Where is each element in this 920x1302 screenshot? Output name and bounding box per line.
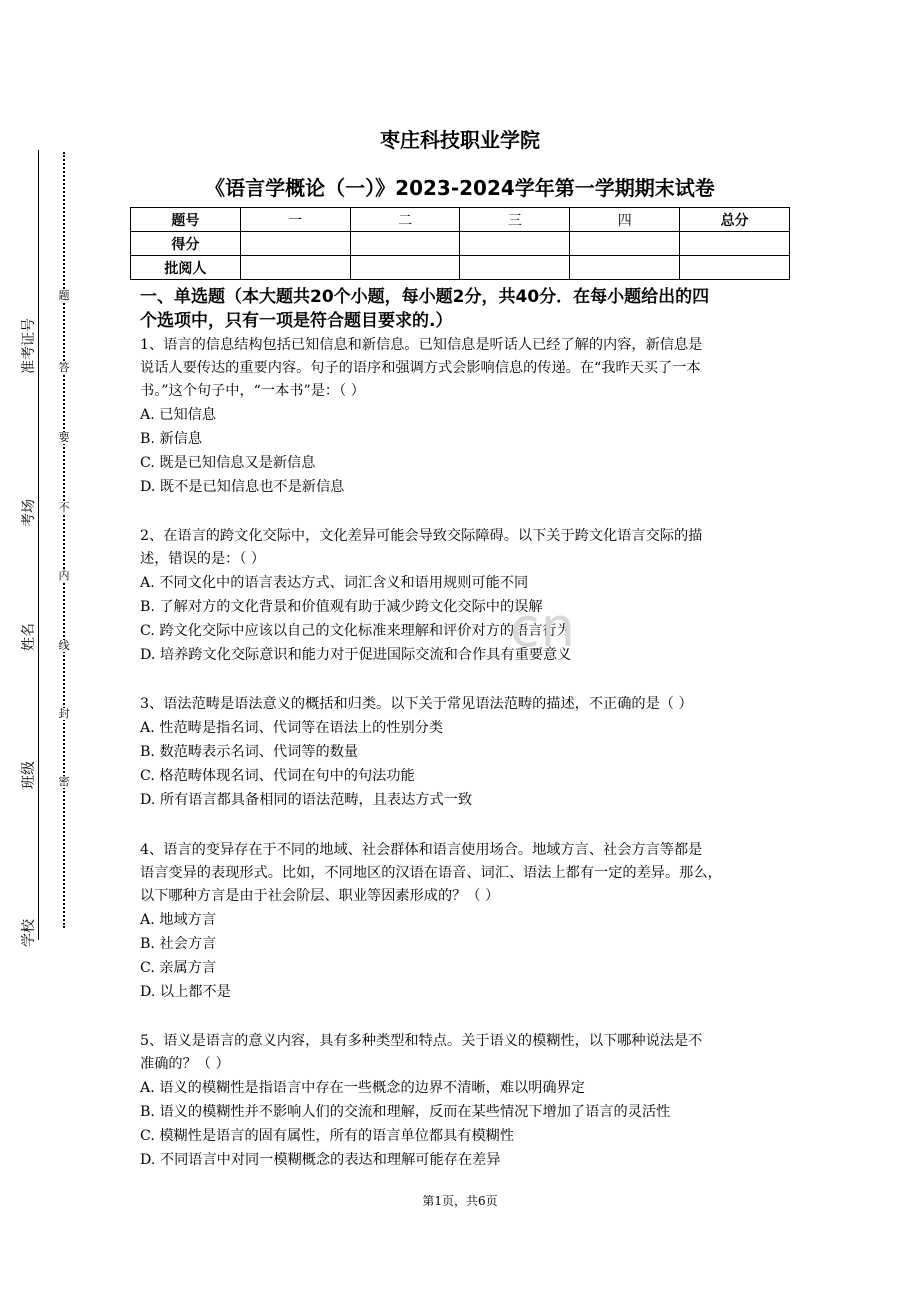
option-c: C. 亲属方言: [140, 960, 217, 976]
question-stem-line: 述，错误的是：（ ）: [140, 551, 266, 567]
reviewer-cell: [460, 256, 570, 280]
reviewer-cell: [680, 256, 790, 280]
row-label: 批阅人: [131, 256, 241, 280]
table-header-cell: 三: [460, 208, 570, 232]
score-cell: [680, 232, 790, 256]
question-3: [140, 693, 790, 812]
option-d: D. 培养跨文化交际意识和能力对于促进国际交流和合作具有重要意义: [140, 647, 572, 663]
watermark: cn: [510, 596, 576, 659]
score-cell: [460, 232, 570, 256]
reviewer-row: [131, 256, 790, 280]
table-header-cell: 总分: [680, 208, 790, 232]
seal-char: 题: [58, 289, 70, 302]
table-header-cell: 二: [350, 208, 460, 232]
option-c: C. 既是已知信息又是新信息: [140, 455, 316, 471]
option-d: D. 既不是已知信息也不是新信息: [140, 479, 345, 495]
question-stem-line: 语言变异的表现形式。比如，不同地区的汉语在语音、词汇、语法上都有一定的差异。那么，: [140, 865, 722, 881]
score-cell: [350, 232, 460, 256]
option-a: A. 语义的模糊性是指语言中存在一些概念的边界不清晰，难以明确界定: [140, 1080, 585, 1096]
score-table-header-row: [131, 208, 790, 232]
seal-char: 密: [58, 775, 70, 788]
seal-char: 要: [58, 431, 70, 444]
option-c: C. 格范畴体现名词、代词在句中的句法功能: [140, 768, 415, 784]
question-stem-line: 1、语言的信息结构包括已知信息和新信息。已知信息是听话人已经了解的内容，新信息是: [140, 337, 703, 353]
question-stem-line: 5、语义是语言的意义内容，具有多种类型和特点。关于语义的模糊性，以下哪种说法是不: [140, 1033, 703, 1049]
seal-char: 线: [58, 639, 70, 652]
question-1: [140, 334, 790, 499]
option-a: A. 地域方言: [140, 912, 217, 928]
question-stem-line: 4、语言的变异存在于不同的地域、社会群体和语言使用场合。地域方言、社会方言等都是: [140, 842, 703, 858]
binding-line: [38, 150, 40, 940]
question-stem-line: 3、语法范畴是语法意义的概括和归类。以下关于常见语法范畴的描述，不正确的是（ ）: [140, 696, 693, 712]
reviewer-cell: [350, 256, 460, 280]
score-row: [131, 232, 790, 256]
exam-room-label: 考场: [21, 499, 37, 527]
table-header-cell: 一: [240, 208, 350, 232]
score-table: [130, 207, 790, 280]
option-d: D. 所有语言都具备相同的语法范畴，且表达方式一致: [140, 792, 473, 808]
question-2: [140, 525, 790, 667]
seal-char: 内: [58, 569, 70, 582]
option-c: C. 跨文化交际中应该以自己的文化标准来理解和评价对方的语言行为: [140, 623, 571, 639]
question-stem-line: 以下哪种方言是由于社会阶层、职业等因素形成的？（ ）: [140, 888, 500, 904]
seal-char: 答: [58, 361, 70, 374]
question-4: [140, 839, 790, 1004]
score-cell: [240, 232, 350, 256]
option-b: B. 语义的模糊性并不影响人们的交流和理解，反而在某些情况下增加了语言的灵活性: [140, 1104, 671, 1120]
page-number: 第1页，共6页: [422, 1194, 498, 1208]
option-d: D. 以上都不是: [140, 984, 231, 1000]
question-stem-line: 书。”这个句子中，“一本书”是：（ ）: [140, 383, 365, 399]
section-heading-line: 个选项中，只有一项是符合题目要求的.）: [140, 311, 453, 331]
table-header-cell: 题号: [131, 208, 241, 232]
row-label: 得分: [131, 232, 241, 256]
option-b: B. 数范畴表示名词、代词等的数量: [140, 744, 359, 760]
school-label: 学校: [21, 919, 37, 947]
score-cell: [570, 232, 680, 256]
reviewer-cell: [570, 256, 680, 280]
school-title: 枣庄科技职业学院: [380, 128, 540, 152]
question-stem-line: 准确的？（ ）: [140, 1056, 230, 1072]
section-heading-line: 一、单选题（本大题共20个小题，每小题2分，共40分．在每小题给出的四: [140, 287, 710, 307]
option-c: C. 模糊性是语言的固有属性，所有的语言单位都具有模糊性: [140, 1128, 515, 1144]
name-label: 姓名: [21, 623, 37, 651]
exam-id-label: 准考证号: [21, 318, 37, 374]
option-b: B. 社会方言: [140, 936, 217, 952]
reviewer-cell: [240, 256, 350, 280]
option-a: A. 性范畴是指名词、代词等在语法上的性别分类: [140, 720, 444, 736]
option-b: B. 新信息: [140, 431, 203, 447]
seal-char: 封: [58, 707, 70, 720]
question-stem-line: 2、在语言的跨文化交际中，文化差异可能会导致交际障碍。以下关于跨文化语言交际的描: [140, 528, 703, 544]
question-5: [140, 1030, 790, 1172]
class-label: 班级: [21, 761, 37, 789]
option-a: A. 已知信息: [140, 407, 217, 423]
option-d: D. 不同语言中对同一模糊概念的表达和理解可能存在差异: [140, 1152, 501, 1168]
question-stem-line: 说话人要传达的重要内容。句子的语序和强调方式会影响信息的传递。在“我昨天买了一本: [140, 360, 701, 376]
section-heading: [140, 285, 790, 333]
table-header-cell: 四: [570, 208, 680, 232]
seal-char: 不: [58, 501, 70, 514]
option-a: A. 不同文化中的语言表达方式、词汇含义和语用规则可能不同: [140, 575, 529, 591]
option-b: B. 了解对方的文化背景和价值观有助于减少跨文化交际中的误解: [140, 599, 543, 615]
seal-dotted-line: [63, 152, 65, 928]
exam-title: 《语言学概论（一）》2023-2024学年第一学期期末试卷: [205, 176, 715, 200]
